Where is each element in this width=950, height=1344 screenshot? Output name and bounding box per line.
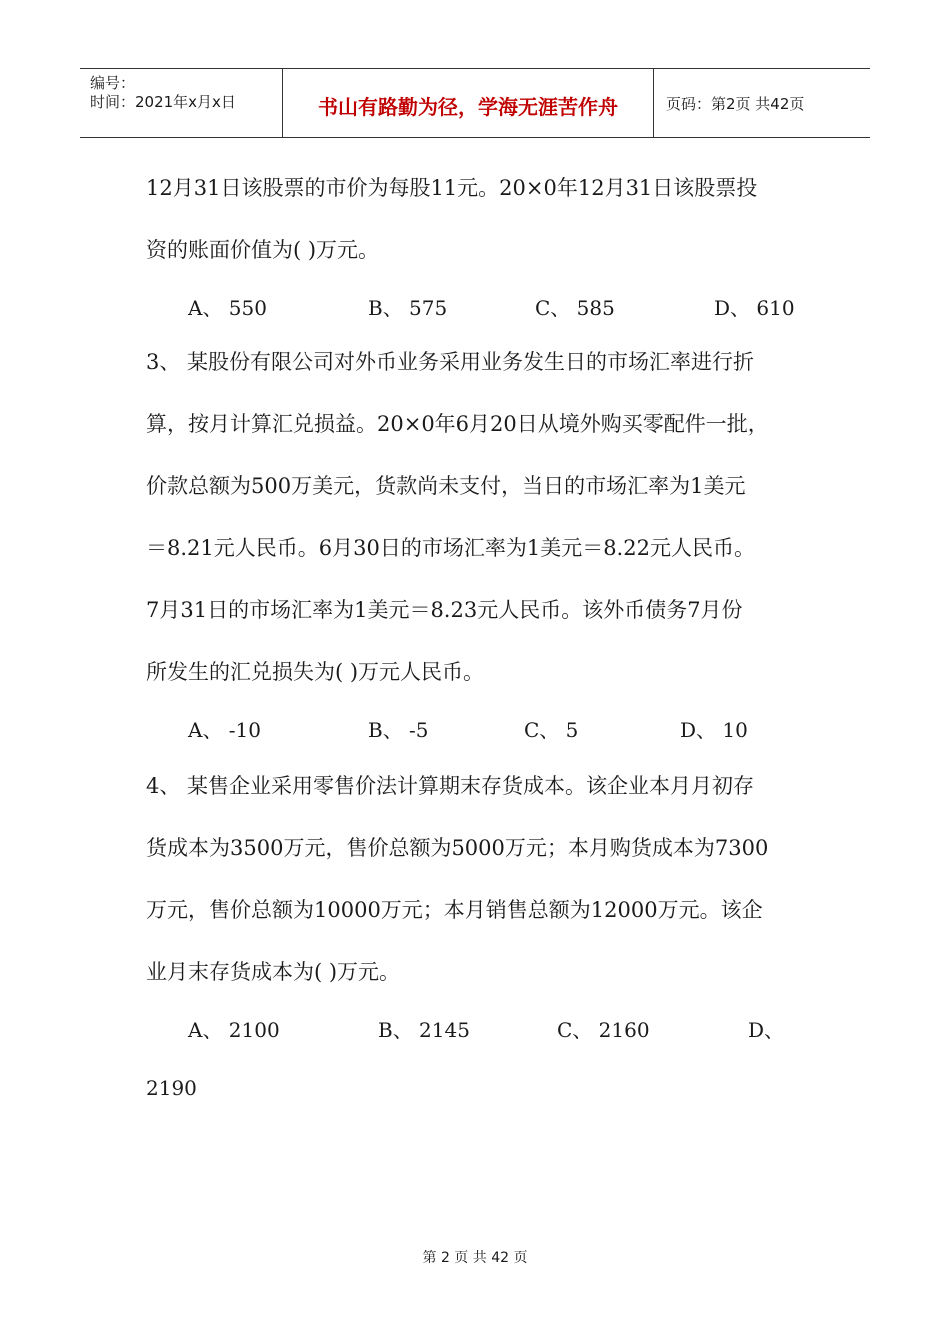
question-line: 3、 某股份有限公司对外币业务采用业务发生日的市场汇率进行折 [146,350,755,374]
page-footer: 第 2 页 共 42 页 [422,1250,528,1266]
question-line: 业月末存货成本为( )万元。 [146,960,401,984]
option-c: C、 2160 [557,1018,650,1042]
header-number-label: 编号： [90,74,136,92]
question-line: 价款总额为500万美元，货款尚未支付，当日的市场汇率为1美元 [146,474,746,498]
header-meta-cell [80,69,283,137]
question-line: 所发生的汇兑损失为( )万元人民币。 [146,660,485,684]
question-line: 万元，售价总额为10000万元；本月销售总额为12000万元。该企 [146,898,763,922]
question-line: ＝8.21元人民币。6月30日的市场汇率为1美元＝8.22元人民币。 [146,536,755,560]
header-motto-cell [283,69,654,137]
question-line: 4、 某售企业采用零售价法计算期末存货成本。该企业本月月初存 [146,774,755,798]
option-d-value: 2190 [146,1076,197,1100]
option-b: B、 2145 [378,1018,470,1042]
option-c: C、 5 [524,718,579,742]
option-b: B、 575 [368,296,448,320]
question-line: 货成本为3500万元，售价总额为5000万元；本月购货成本为7300 [146,836,769,860]
question-line: 算，按月计算汇兑损益。20×0年6月20日从境外购买零配件一批， [146,412,769,436]
option-d: D、 10 [680,718,748,742]
option-a: A、 550 [188,296,267,320]
question-line: 12月31日该股票的市价为每股11元。20×0年12月31日该股票投 [146,176,758,200]
question-line: 7月31日的市场汇率为1美元＝8.23元人民币。该外币债务7月份 [146,598,743,622]
header-page-info: 页码：第2页 共42页 [666,95,805,113]
page-header [80,68,870,138]
option-a: A、 2100 [188,1018,280,1042]
option-c: C、 585 [535,296,615,320]
option-b: B、 -5 [368,718,429,742]
header-time: 时间：2021年x月x日 [90,93,236,111]
header-motto: 书山有路勤为径，学海无涯苦作舟 [318,95,618,119]
question-line: 资的账面价值为( )万元。 [146,238,380,262]
header-page-cell [654,69,870,137]
option-d: D、 610 [714,296,795,320]
option-d: D、 [748,1018,785,1042]
option-a: A、 -10 [188,718,262,742]
